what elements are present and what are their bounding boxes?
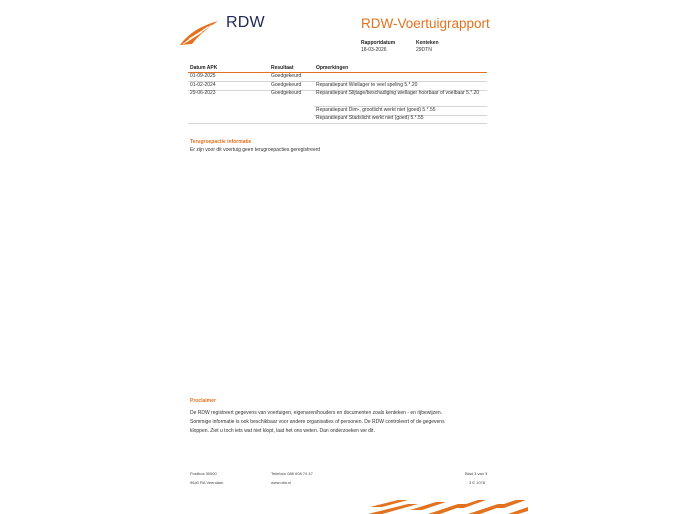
rdw-logo-icon — [178, 20, 220, 46]
col-header-result: Resultaat — [271, 65, 294, 71]
row-3-remark-2: Reparatiepunt Dim-, grootlicht werkt niet (goed) 5.*.55 — [316, 107, 436, 113]
report-date-value: 18-03-2026 — [361, 47, 387, 53]
footer-reference: 3 E 1078 — [469, 480, 486, 485]
disclaimer-line-1: De RDW registreert gegevens van voertuigen, eigenaren/houders en documenten zoals kenteken - en rijbewijzen. — [190, 410, 443, 416]
disclaimer-heading: Proclaimer — [190, 398, 216, 404]
footer-web-link[interactable]: www.rdw.nl — [271, 480, 292, 485]
col-header-remarks: Opmerkingen — [316, 65, 349, 71]
row-1-result: Goedgekeurd — [271, 73, 302, 79]
recall-heading: Terugroepactie informatie — [190, 139, 252, 145]
row-3-remark-1: Reparatiepunt Slijtage/beschadiging wiellager hoorbaar of voelbaar 5.*.20 — [316, 90, 480, 96]
footer-stripes-decoration — [368, 498, 528, 514]
license-plate-label: Kenteken — [416, 40, 439, 46]
disclaimer-line-2: Sommige informatie is ook beschikbaar voor andere organisaties of personen. De RDW controleert of de gegevens — [190, 419, 445, 425]
footer-page-number: Blad 3 van 3 — [465, 471, 488, 476]
row-1-date: 01-09-2025 — [190, 73, 216, 79]
disclaimer-line-3: kloppen. Ziet u toch iets wat niet klopt, laat het ons weten. Dan onderzoeken we dit. — [190, 428, 375, 434]
table-header-rule — [188, 72, 487, 73]
footer-phone: Telefoon 088 008 74 47 — [271, 471, 313, 476]
row-3-result: Goedgekeurd — [271, 90, 302, 96]
row-3-remark-3: Reparatiepunt Stadslicht werkt niet (goed) 5.*.55 — [316, 115, 424, 121]
license-plate-value: 29DTN — [416, 47, 432, 53]
footer-city: 9640 RA Veendam — [190, 480, 224, 485]
document-title: RDW-Voertuigrapport — [361, 16, 490, 31]
report-date-label: Rapportdatum — [361, 40, 396, 46]
row-2-date: 01-02-2024 — [190, 82, 216, 88]
brand-name: RDW — [226, 14, 265, 31]
row-3-date: 29-06-2023 — [190, 90, 216, 96]
col-header-date: Datum APK — [190, 65, 218, 71]
row-divider — [188, 123, 487, 124]
row-2-remark: Reparatiepunt Wiellager te veel speling 5.*.20 — [316, 82, 418, 88]
footer-postbus: Postbus 30000 — [190, 471, 217, 476]
recall-text: Er zijn voor dit voertuig geen terugroepacties geregistreerd — [190, 147, 321, 153]
row-2-result: Goedgekeurd — [271, 82, 302, 88]
